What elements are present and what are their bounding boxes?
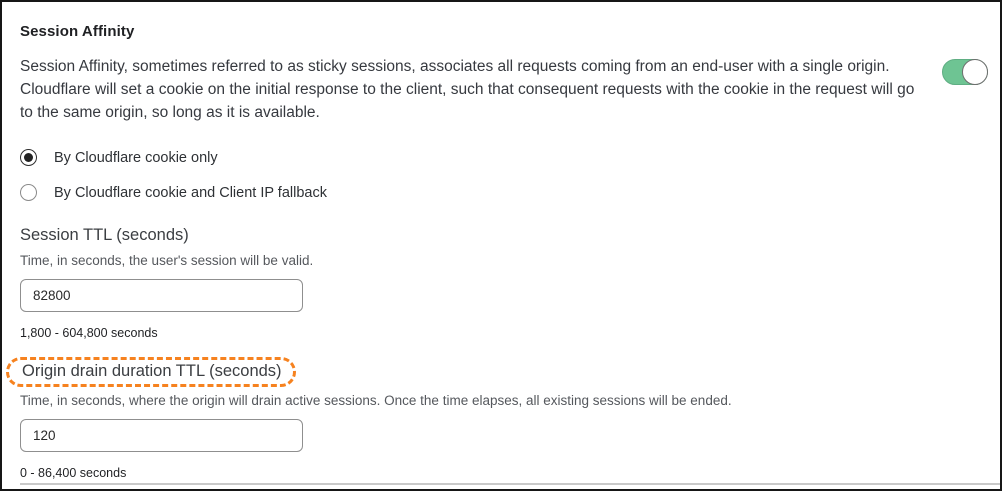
radio-cookie-only-label: By Cloudflare cookie only <box>54 149 218 166</box>
session-ttl-input[interactable] <box>20 279 303 312</box>
affinity-mode-radio-group <box>20 149 982 201</box>
bottom-divider <box>20 483 1000 485</box>
session-ttl-range-hint: 1,800 - 604,800 seconds <box>20 326 158 340</box>
origin-drain-label: Origin drain duration TTL (seconds) <box>22 362 282 380</box>
origin-drain-description: Time, in seconds, where the origin will drain active sessions. Once the time elapses, all existing sessions will be ended. <box>20 393 732 408</box>
origin-drain-range-hint: 0 - 86,400 seconds <box>20 466 127 480</box>
radio-selected-icon[interactable] <box>20 149 37 166</box>
panel-title: Session Affinity <box>20 23 135 40</box>
origin-drain-input[interactable] <box>20 419 303 452</box>
session-affinity-toggle[interactable] <box>942 59 988 85</box>
radio-cookie-ip-fallback[interactable] <box>20 184 982 201</box>
session-ttl-description: Time, in seconds, the user's session will be valid. <box>20 253 314 268</box>
radio-cookie-only[interactable] <box>20 149 982 166</box>
dashed-highlight-annotation <box>6 357 296 387</box>
session-ttl-label: Session TTL (seconds) <box>20 226 189 244</box>
radio-cookie-ip-fallback-label: By Cloudflare cookie and Client IP fallback <box>54 184 327 201</box>
toggle-knob-icon <box>962 59 988 85</box>
origin-drain-label-wrap <box>20 357 982 385</box>
radio-unselected-icon[interactable] <box>20 184 37 201</box>
panel-description: Session Affinity, sometimes referred to as sticky sessions, associates all requests coming from an end-user with a single origin. Cloudflare will set a cookie on the initial response to the client, such that consequent requests with the cookie in the request will go to the same origin, so long as it is available. <box>20 58 915 121</box>
